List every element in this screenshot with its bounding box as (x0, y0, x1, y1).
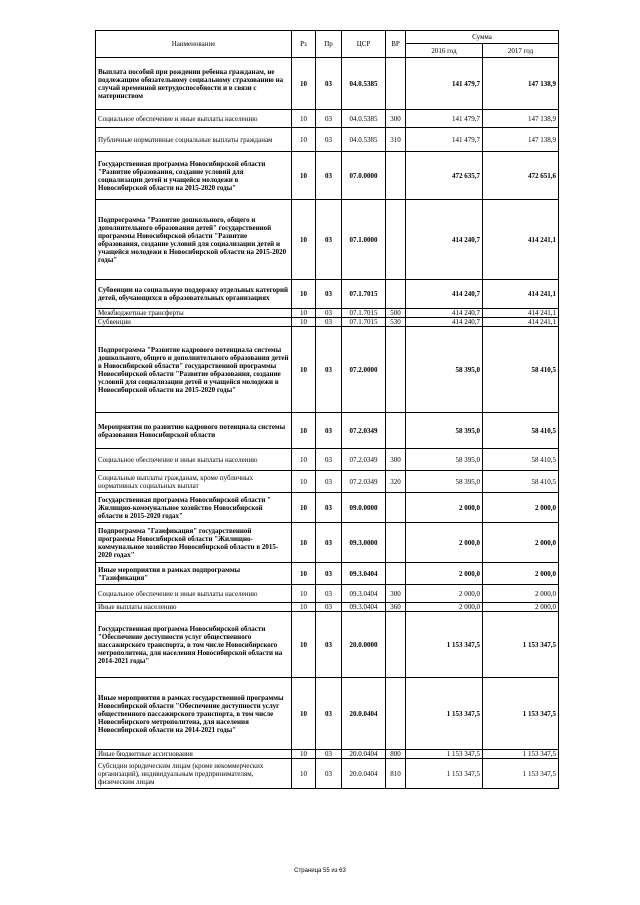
cell-rz: 10 (292, 585, 316, 603)
col-header-vr: ВР (386, 31, 406, 58)
cell-name: Субвенции (96, 318, 292, 327)
table-row (96, 471, 559, 493)
cell-name: Публичные нормативные социальные выплаты гражданам (96, 128, 292, 152)
cell-rz: 10 (292, 678, 316, 750)
cell-vr (386, 612, 406, 678)
cell-name: Государственная программа Новосибирской области " Жилищно-коммунальное хозяйство Новосибирской области в 2015-2020 годах" (96, 493, 292, 523)
col-header-name: Наименование (96, 31, 292, 58)
cell-vr: 530 (386, 318, 406, 327)
cell-pr: 03 (316, 750, 342, 759)
cell-sum-2017: 2 000,0 (483, 585, 559, 603)
cell-vr: 300 (386, 110, 406, 128)
cell-csr: 09.3.0404 (342, 563, 386, 585)
cell-csr: 07.0.0000 (342, 152, 386, 200)
table-row (96, 750, 559, 759)
cell-csr: 07.1.0000 (342, 200, 386, 280)
cell-vr: 360 (386, 603, 406, 612)
page-number: Страница 55 из 63 (294, 868, 346, 874)
cell-name: Социальное обеспечение и иные выплаты населению (96, 585, 292, 603)
cell-name: Социальное обеспечение и иные выплаты населению (96, 449, 292, 471)
cell-vr (386, 152, 406, 200)
cell-sum-2017: 58 410,5 (483, 413, 559, 449)
table-row (96, 327, 559, 413)
cell-csr: 09.3.0404 (342, 585, 386, 603)
cell-name: Иные бюджетные ассигнования (96, 750, 292, 759)
cell-vr (386, 280, 406, 309)
cell-name: Социальные выплаты гражданам, кроме публичных нормативных социальных выплат (96, 471, 292, 493)
cell-pr: 03 (316, 603, 342, 612)
cell-vr: 310 (386, 128, 406, 152)
cell-rz: 10 (292, 471, 316, 493)
table-row (96, 678, 559, 750)
cell-sum-2017: 414 241,1 (483, 309, 559, 318)
cell-sum-2016: 414 240,7 (406, 309, 483, 318)
cell-vr (386, 327, 406, 413)
cell-sum-2017: 58 410,5 (483, 449, 559, 471)
col-header-rz: Рз (292, 31, 316, 58)
cell-csr: 20.0.0404 (342, 678, 386, 750)
cell-sum-2016: 1 153 347,5 (406, 750, 483, 759)
cell-csr: 07.1.7015 (342, 318, 386, 327)
cell-rz: 10 (292, 603, 316, 612)
cell-csr: 09.3.0000 (342, 523, 386, 563)
cell-pr: 03 (316, 612, 342, 678)
table-row (96, 603, 559, 612)
cell-csr: 09.3.0404 (342, 603, 386, 612)
cell-name: Мероприятия по развитию кадрового потенциала системы образования Новосибирской области (96, 413, 292, 449)
col-header-2016: 2016 год (406, 44, 483, 58)
budget-table-container (95, 30, 558, 789)
cell-sum-2016: 2 000,0 (406, 585, 483, 603)
cell-sum-2017: 472 651,6 (483, 152, 559, 200)
cell-sum-2017: 2 000,0 (483, 603, 559, 612)
cell-csr: 07.2.0349 (342, 413, 386, 449)
table-row (96, 318, 559, 327)
cell-vr: 320 (386, 471, 406, 493)
cell-pr: 03 (316, 493, 342, 523)
cell-pr: 03 (316, 58, 342, 110)
cell-name: Социальное обеспечение и иные выплаты населению (96, 110, 292, 128)
cell-sum-2016: 1 153 347,5 (406, 759, 483, 789)
cell-vr: 300 (386, 449, 406, 471)
cell-sum-2017: 1 153 347,5 (483, 759, 559, 789)
cell-csr: 07.2.0000 (342, 327, 386, 413)
cell-pr: 03 (316, 678, 342, 750)
cell-rz: 10 (292, 280, 316, 309)
cell-sum-2016: 58 395,0 (406, 471, 483, 493)
cell-vr (386, 200, 406, 280)
cell-pr: 03 (316, 128, 342, 152)
cell-sum-2017: 1 153 347,5 (483, 612, 559, 678)
cell-name: Подпрограмма "Развитие кадрового потенциала системы дошкольного, общего и дополнительного образования детей в Новосибирской области" государственной программы Новосибирской области "Развитие образования, создание условий для социализации детей и учащейся молодежи в Новосибирской области на 2015-2020 годы" (96, 327, 292, 413)
cell-sum-2017: 58 410,5 (483, 327, 559, 413)
cell-name: Иные мероприятия в рамках подпрограммы "Газификация" (96, 563, 292, 585)
cell-name: Выплата пособий при рождении ребенка гражданам, не подлежащим обязательному социальному страхованию на случай временной нетрудоспособности и в связи с материнством (96, 58, 292, 110)
table-row (96, 128, 559, 152)
cell-pr: 03 (316, 449, 342, 471)
cell-name: Субвенции на социальную поддержку отдельных категорий детей, обучающихся в образовательных организациях (96, 280, 292, 309)
cell-pr: 03 (316, 327, 342, 413)
cell-pr: 03 (316, 523, 342, 563)
table-row (96, 309, 559, 318)
budget-table (95, 30, 559, 789)
cell-vr (386, 493, 406, 523)
cell-sum-2017: 2 000,0 (483, 563, 559, 585)
cell-rz: 10 (292, 318, 316, 327)
cell-name: Субсидии юридическим лицам (кроме некоммерческих организаций), индивидуальным предпринимателям, физическим лицам (96, 759, 292, 789)
cell-sum-2017: 58 410,5 (483, 471, 559, 493)
cell-rz: 10 (292, 612, 316, 678)
table-row (96, 493, 559, 523)
cell-sum-2016: 58 395,0 (406, 413, 483, 449)
table-row (96, 280, 559, 309)
cell-vr: 810 (386, 759, 406, 789)
cell-rz: 10 (292, 327, 316, 413)
cell-pr: 03 (316, 152, 342, 200)
cell-rz: 10 (292, 523, 316, 563)
cell-sum-2017: 1 153 347,5 (483, 750, 559, 759)
cell-name: Государственная программа Новосибирской области "Обеспечение доступности услуг общественного пассажирского транспорта, в том числе Новосибирского метрополитена, для населения Новосибирской области на 2014-2021 годы" (96, 612, 292, 678)
cell-pr: 03 (316, 471, 342, 493)
cell-csr: 07.2.0349 (342, 471, 386, 493)
cell-sum-2017: 414 241,1 (483, 280, 559, 309)
cell-sum-2017: 2 000,0 (483, 523, 559, 563)
table-row (96, 563, 559, 585)
cell-name: Иные мероприятия в рамках государственной программы Новосибирской области "Обеспечение доступности услуг общественного пассажирского транспорта, в том числе Новосибирского метрополитена, для населения Новосибирской области на 2014-2021 годы" (96, 678, 292, 750)
table-row (96, 612, 559, 678)
cell-sum-2016: 414 240,7 (406, 280, 483, 309)
cell-sum-2016: 414 240,7 (406, 318, 483, 327)
cell-rz: 10 (292, 563, 316, 585)
cell-sum-2016: 1 153 347,5 (406, 678, 483, 750)
cell-vr (386, 563, 406, 585)
cell-sum-2016: 472 635,7 (406, 152, 483, 200)
col-header-sum: Сумма (406, 31, 559, 44)
cell-vr (386, 58, 406, 110)
cell-vr: 500 (386, 309, 406, 318)
cell-rz: 10 (292, 493, 316, 523)
cell-sum-2016: 2 000,0 (406, 603, 483, 612)
cell-vr (386, 523, 406, 563)
col-header-csr: ЦСР (342, 31, 386, 58)
cell-pr: 03 (316, 759, 342, 789)
cell-sum-2016: 141 479,7 (406, 58, 483, 110)
cell-vr: 300 (386, 585, 406, 603)
cell-sum-2016: 414 240,7 (406, 200, 483, 280)
table-row (96, 152, 559, 200)
cell-sum-2016: 2 000,0 (406, 563, 483, 585)
cell-csr: 04.0.5385 (342, 58, 386, 110)
table-row (96, 585, 559, 603)
cell-sum-2016: 1 153 347,5 (406, 612, 483, 678)
cell-sum-2016: 58 395,0 (406, 449, 483, 471)
cell-sum-2017: 2 000,0 (483, 493, 559, 523)
cell-csr: 07.1.7015 (342, 309, 386, 318)
cell-pr: 03 (316, 280, 342, 309)
col-header-2017: 2017 год (483, 44, 559, 58)
cell-sum-2017: 147 138,9 (483, 110, 559, 128)
cell-csr: 04.0.5385 (342, 128, 386, 152)
cell-rz: 10 (292, 58, 316, 110)
cell-sum-2016: 141 479,7 (406, 128, 483, 152)
cell-sum-2017: 414 241,1 (483, 318, 559, 327)
cell-sum-2017: 414 241,1 (483, 200, 559, 280)
cell-vr: 800 (386, 750, 406, 759)
cell-pr: 03 (316, 585, 342, 603)
cell-pr: 03 (316, 413, 342, 449)
cell-rz: 10 (292, 449, 316, 471)
cell-csr: 20.0.0000 (342, 612, 386, 678)
col-header-pr: Пр (316, 31, 342, 58)
cell-sum-2016: 2 000,0 (406, 523, 483, 563)
table-row (96, 523, 559, 563)
cell-vr (386, 678, 406, 750)
cell-csr: 07.2.0349 (342, 449, 386, 471)
cell-vr (386, 413, 406, 449)
cell-sum-2017: 147 138,9 (483, 128, 559, 152)
cell-rz: 10 (292, 309, 316, 318)
table-body (96, 58, 559, 789)
table-row (96, 200, 559, 280)
cell-rz: 10 (292, 750, 316, 759)
cell-csr: 07.1.7015 (342, 280, 386, 309)
cell-csr: 09.0.0000 (342, 493, 386, 523)
cell-pr: 03 (316, 309, 342, 318)
cell-sum-2017: 147 138,9 (483, 58, 559, 110)
table-row (96, 110, 559, 128)
table-row (96, 449, 559, 471)
cell-csr: 20.0.0404 (342, 750, 386, 759)
cell-name: Подпрограмма "Газификация" государственной программы Новосибирской области "Жилищно-коммунальное хозяйство Новосибирской области в 2015-2020 годах" (96, 523, 292, 563)
cell-rz: 10 (292, 200, 316, 280)
cell-rz: 10 (292, 128, 316, 152)
cell-csr: 04.0.5385 (342, 110, 386, 128)
cell-sum-2016: 58 395,0 (406, 327, 483, 413)
table-row (96, 58, 559, 110)
cell-sum-2017: 1 153 347,5 (483, 678, 559, 750)
cell-sum-2016: 141 479,7 (406, 110, 483, 128)
cell-rz: 10 (292, 413, 316, 449)
cell-name: Межбюджетные трансферты (96, 309, 292, 318)
cell-name: Иные выплаты населению (96, 603, 292, 612)
cell-csr: 20.0.0404 (342, 759, 386, 789)
cell-pr: 03 (316, 318, 342, 327)
cell-sum-2016: 2 000,0 (406, 493, 483, 523)
cell-rz: 10 (292, 110, 316, 128)
cell-pr: 03 (316, 563, 342, 585)
table-row (96, 413, 559, 449)
cell-rz: 10 (292, 152, 316, 200)
cell-rz: 10 (292, 759, 316, 789)
cell-pr: 03 (316, 200, 342, 280)
cell-name: Подпрограмма "Развитие дошкольного, общего и дополнительного образования детей" государственной программы Новосибирской области "Развитие образования, создание условий для социализации детей и учащейся молодежи в Новосибирской области на 2015-2020 годы" (96, 200, 292, 280)
cell-name: Государственная программа Новосибирской области "Развитие образования, создание условий для социализации детей и учащейся молодежи в Новосибирской области на 2015-2020 годы" (96, 152, 292, 200)
table-row (96, 759, 559, 789)
cell-pr: 03 (316, 110, 342, 128)
